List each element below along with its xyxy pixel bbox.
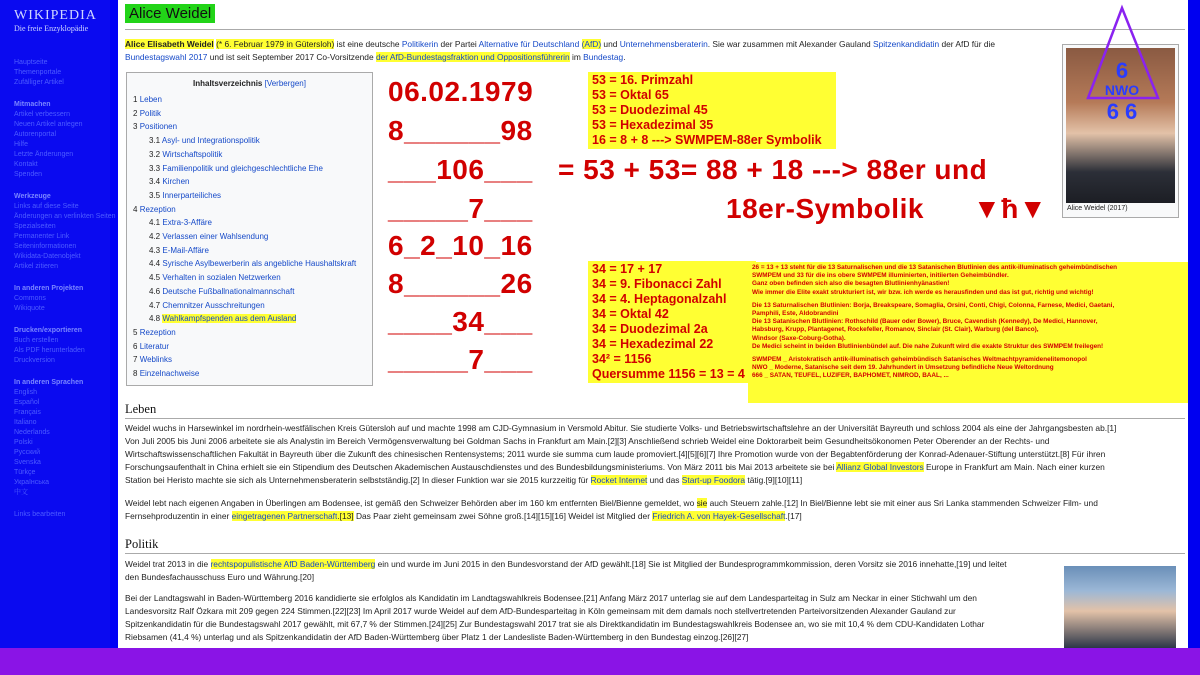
toc-label: Extra-3-Affäre bbox=[162, 218, 213, 228]
link-foodora[interactable]: Start-up Foodora bbox=[681, 475, 746, 485]
leben-line: Forschungsaufenthalt in China erhielt sie ein Stipendium des Deutschen Akademischen Austauschdienstes und des Bundesbildungsministeriums. Von März 2011 bis Mai 2013 arbeitete sie bei bbox=[125, 462, 837, 472]
link-politikerin[interactable]: Politikerin bbox=[401, 39, 439, 49]
sidebar-item[interactable]: Commons bbox=[14, 295, 46, 302]
overlay-line-4: _____7___ bbox=[388, 193, 533, 224]
leben-paragraph-1 bbox=[125, 422, 1185, 487]
intro-text: und ist seit September 2017 Co-Vorsitzende bbox=[207, 52, 376, 62]
box-26-line: Habsburg, Krupp, Plantagenet, Rockefeller, Romanov, Sinclair (St. Clair), Warburg (del Banco), bbox=[752, 326, 1039, 334]
leben-line: Fernsehproduzentin in einer bbox=[125, 511, 232, 521]
sidebar-item[interactable]: Änderungen an verlinkten Seiten bbox=[14, 213, 116, 220]
toc-label: Innerparteiliches bbox=[162, 190, 222, 200]
toc-label: Syrische Asylbewerberin als angebliche Haushaltskraft bbox=[162, 259, 357, 269]
edit-links[interactable]: Links bearbeiten bbox=[14, 511, 66, 518]
toc-item[interactable] bbox=[149, 246, 209, 255]
sidebar-group bbox=[14, 378, 102, 498]
toc-item[interactable] bbox=[133, 369, 199, 378]
toc-item[interactable] bbox=[149, 232, 268, 241]
toc-number: 3.1 bbox=[149, 136, 161, 146]
toc-item[interactable] bbox=[149, 177, 189, 186]
toc-label: Asyl- und Integrationspolitik bbox=[161, 136, 260, 146]
sidebar-group bbox=[14, 510, 102, 520]
toc-number: 3.3 bbox=[149, 163, 161, 173]
right-frame bbox=[1188, 0, 1200, 648]
box-26-line: Die 13 Saturnalischen Blutlinien: Borja, Breakspeare, Somaglia, Orsini, Conti, Chigi, Colonna, Farnese, Medici, Gaetani, bbox=[752, 301, 1115, 309]
sidebar-item[interactable]: Themenportale bbox=[14, 69, 62, 76]
politik-line: Spitzenkandidatin für die Bundestagswahl 2017 gewählt, mit 67,7 % der Stimmen.[24][25] Zur Bundestagswahl 2017 trat sie als Direktkandidatin im Bundestagswahlkreis Bodensee an, wo sie mit 10,4 % dem CDU-Kandidaten Lothar bbox=[125, 619, 985, 629]
link-hayek[interactable]: Friedrich A. von Hayek-Gesellschaft bbox=[652, 511, 786, 521]
toc-number: 3.2 bbox=[149, 149, 161, 159]
toc-number: 4 bbox=[133, 204, 138, 214]
link-afd-abbr[interactable]: (AfD) bbox=[581, 39, 602, 49]
toc-number: 4.4 bbox=[149, 259, 161, 269]
toc-number: 3.5 bbox=[149, 190, 161, 200]
nwo-triangle bbox=[1082, 4, 1162, 122]
leben-line: Von Juli 2005 bis Juni 2006 arbeitete sie als Analystin im Bereich Vermögensverwaltung bei Goldman Sachs in Frankfurt am Main.[2][3] Anschließend schrieb Weidel eine Doktorarbeit beim Gesundheitsökonomen Peter Oberender an der Rechts- und bbox=[125, 436, 1050, 446]
toc-label: Politik bbox=[139, 108, 162, 118]
toc-item[interactable] bbox=[149, 301, 265, 310]
box-34-line: 34 = Oktal 42 bbox=[592, 307, 669, 321]
sidebar-item[interactable]: Français bbox=[14, 409, 41, 416]
box-26-line: SWMPEM _ Aristokratisch antik-illuminatisch geheimbündisch Satanisches Weltmachtpyramidenelitemonopol bbox=[752, 356, 1087, 364]
sidebar-group bbox=[14, 100, 102, 180]
toc-number: 4.1 bbox=[149, 218, 161, 228]
sidebar-item[interactable]: Neuen Artikel anlegen bbox=[14, 121, 83, 128]
sidebar-item[interactable]: Hilfe bbox=[14, 141, 29, 148]
page-title: Alice Weidel bbox=[125, 4, 215, 23]
toc-number: 4.8 bbox=[149, 314, 161, 324]
sidebar-item[interactable]: Wikidata-Datenobjekt bbox=[14, 253, 81, 260]
article-page bbox=[118, 0, 1188, 648]
sidebar-item[interactable]: Español bbox=[14, 399, 40, 406]
leben-line: Weidel lebt nach eigenen Angaben in Überlingen am Bodensee, ist gemäß den Schweizer Behörden aber im 160 km entfernten Biel/Bienne gemeldet, wo bbox=[125, 498, 697, 508]
overlay-line-1: 06.02.1979 bbox=[388, 76, 534, 107]
toc-item[interactable] bbox=[133, 122, 177, 131]
highlight-sie: sie bbox=[696, 498, 708, 508]
toc-number: 2 bbox=[133, 108, 138, 118]
toc-item[interactable] bbox=[149, 136, 260, 145]
box-53-line: 16 = 8 + 8 ---> SWMPEM-88er Symbolik bbox=[592, 133, 822, 147]
box-34-line: 34 = Hexadezimal 22 bbox=[592, 337, 714, 351]
sidebar-heading: Mitmachen bbox=[14, 101, 51, 108]
section-heading-politik: Politik bbox=[125, 537, 159, 551]
leben-line: Wirtschaftswissenschaftlichen Fakultät in Bayreuth über die Zukunft des chinesischen Rentensystems; 2011 wurde sie summa cum laude promoviert.[4][5][6][7] Ihre Promotion wurde von der Begabtenförderung der Konrad-Adenauer-Stiftung unterstützt.[8] Für ihren bbox=[125, 449, 1106, 459]
box-34-line: 34 = Duodezimal 2a bbox=[592, 322, 708, 336]
sidebar-item[interactable]: Русский bbox=[14, 449, 40, 456]
box-26-line: 26 = 13 + 13 steht für die 13 Saturnalischen und die 13 Satanischen Blutlinien des antik-illuminatisch geheimbündischen bbox=[752, 264, 1118, 271]
toc-number: 1 bbox=[133, 95, 138, 104]
toc-label: Weblinks bbox=[139, 355, 172, 365]
wikipedia-logo[interactable] bbox=[14, 8, 97, 33]
toc-item[interactable] bbox=[149, 218, 212, 227]
toc-number: 4.7 bbox=[149, 300, 161, 310]
box-26-line: Die 13 Satanischen Blutlinien: Rothschild (Bauer oder Bower), Bruce, Cavendish (Kennedy), De Medici, Hannover, bbox=[752, 318, 1098, 326]
toc-label: Deutsche Fußballnationalmannschaft bbox=[162, 286, 295, 296]
sidebar-group bbox=[14, 58, 102, 88]
politik-line: Landesvorsitz Ralf Özkara mit 209 gegen 224 Stimmen.[22][23] Im April 2017 wurde Weidel auf dem AfD-Bundesparteitag in Köln gemeinsam mit dem damals noch stellvertretenden Parteivorsitzenden Alexander Gauland zur bbox=[125, 606, 956, 616]
toc-label: Positionen bbox=[139, 122, 178, 132]
politik-line: ein und wurde im Juni 2015 in den Bundesvorstand der AfD gewählt.[18] Sie ist Mitglied der Bundesprogrammkommission, deren Vorsitz sie 2016 innehatte,[19] und leitet bbox=[375, 559, 1007, 569]
sidebar-item[interactable]: Italiano bbox=[14, 419, 37, 426]
toc-item[interactable] bbox=[149, 259, 356, 268]
sidebar-item[interactable]: Artikel zitieren bbox=[14, 263, 58, 270]
toc-number: 6 bbox=[133, 341, 138, 351]
overlay-line-7: ____34___ bbox=[388, 306, 533, 337]
link-allianz[interactable]: Allianz Global Investors bbox=[836, 462, 924, 472]
politik-paragraph-2 bbox=[125, 592, 1065, 644]
link-afd[interactable]: Alternative für Deutschland bbox=[478, 39, 580, 49]
intro-name: Alice Elisabeth Weidel bbox=[125, 39, 214, 49]
section-divider bbox=[125, 418, 1185, 419]
sidebar-item[interactable]: Als PDF herunterladen bbox=[14, 347, 85, 354]
politik-line: Bei der Landtagswahl in Baden-Württemberg 2016 kandidierte sie erfolglos als Kandidatin im Landtagswahlkreis Bodensee.[21] Anfang März 2017 unterlag sie auf dem Landesparteitag in Sulz am Neckar in einer Stichwahl um den bbox=[125, 593, 977, 603]
triangle-nwo-label: NWO bbox=[1104, 82, 1140, 98]
sidebar-item[interactable]: Polski bbox=[14, 439, 33, 446]
box-26 bbox=[748, 262, 1188, 403]
intro-text: der Partei bbox=[438, 39, 479, 49]
sidebar-heading: Drucken/exportieren bbox=[14, 327, 83, 334]
toc-label: Verhalten in sozialen Netzwerken bbox=[162, 273, 281, 283]
box-53-line: 53 = Duodezimal 45 bbox=[592, 103, 708, 117]
leben-line: Europe in Frankfurt am Main. Nach einer kurzen bbox=[923, 462, 1105, 472]
box-26-line: Ganz oben befinden sich also die besagten Blutlinienhyänastien! bbox=[752, 280, 950, 288]
toc-label: Leben bbox=[139, 95, 162, 104]
box-53-line: 53 = Oktal 65 bbox=[592, 88, 669, 102]
toc-label: Kirchen bbox=[162, 177, 190, 187]
toc-label: Rezeption bbox=[139, 204, 176, 214]
politik-paragraph-1 bbox=[125, 558, 1065, 584]
logo-tagline: Die freie Enzyklopädie bbox=[14, 24, 89, 33]
overlay-line-5: 6_2_10_16 bbox=[388, 230, 533, 261]
sidebar-item[interactable]: Zufälliger Artikel bbox=[14, 79, 64, 86]
sidebar-item[interactable]: Svenska bbox=[14, 459, 41, 466]
sidebar-item[interactable]: Links auf diese Seite bbox=[14, 203, 79, 210]
toc-title: Inhaltsverzeichnis bbox=[193, 79, 263, 88]
toc-label: Rezeption bbox=[139, 327, 176, 337]
box-26-line: SWMPEM und 33 für die ins obere SWMPEM illuminierten, initiierten Geheimbündler. bbox=[752, 272, 1009, 280]
leben-line: Weidel wuchs in Harsewinkel im nordrhein-westfälischen Kreis Gütersloh auf und machte 1998 am CJD-Gymnasium in Versmold Abitur. Sie studierte Volks- und Betriebswirtschaftslehre an der Universität Bayreuth und schloss 2004 als eine der Jahrgangsbesten ab.[1] bbox=[125, 423, 1117, 433]
overlay-symbols: ▼ħ▼ bbox=[973, 193, 1048, 224]
overlay-line-8: _____7___ bbox=[388, 344, 533, 375]
sidebar-item[interactable]: Spezialseiten bbox=[14, 223, 56, 230]
toc-item[interactable] bbox=[133, 205, 176, 214]
toc-item[interactable] bbox=[149, 314, 296, 323]
intro-text: und bbox=[601, 39, 620, 49]
link-bundestagswahl-2017[interactable]: Bundestagswahl 2017 bbox=[125, 52, 208, 62]
toc-number: 4.6 bbox=[149, 286, 161, 296]
sidebar-item[interactable]: Seiteninformationen bbox=[14, 243, 77, 250]
politik-line: Riebsamen (41,4 %) unterlag und als Spitzenkandidatin der AfD Baden-Württemberg über Platz 1 der Landesliste Baden-Württemberg in den Bundestag einzog.[26][27] bbox=[125, 632, 749, 642]
sidebar-group bbox=[14, 326, 102, 366]
box-26-line: Windsor (Saxe-Coburg-Gotha). bbox=[752, 334, 846, 342]
logo-name: WIKIPEDIA bbox=[14, 8, 97, 23]
table-of-contents bbox=[126, 72, 373, 386]
ref-13[interactable]: .[13] bbox=[337, 511, 354, 521]
sidebar-item[interactable]: Letzte Änderungen bbox=[14, 151, 74, 158]
sidebar-group bbox=[14, 192, 116, 272]
sidebar-heading: Werkzeuge bbox=[14, 193, 51, 200]
box-34 bbox=[588, 261, 756, 383]
sidebar-item[interactable]: Wikiquote bbox=[14, 305, 45, 312]
intro-text: der AfD für die bbox=[939, 39, 996, 49]
toc-number: 3 bbox=[133, 122, 138, 132]
leben-line: tätig.[9][10][11] bbox=[745, 475, 803, 485]
box-34-line: 34² = 1156 bbox=[592, 352, 652, 366]
photo-caption: Alice Weidel (2017) bbox=[1067, 205, 1128, 212]
sidebar-item[interactable]: Buch erstellen bbox=[14, 337, 59, 344]
sidebar-item[interactable]: Hauptseite bbox=[14, 59, 48, 66]
overlay-equation-2: 18er-Symbolik bbox=[726, 193, 924, 224]
sidebar-heading: In anderen Projekten bbox=[14, 285, 84, 292]
sidebar-item[interactable]: Druckversion bbox=[14, 357, 55, 364]
toc-number: 3.4 bbox=[149, 177, 161, 187]
bottom-frame bbox=[0, 648, 1200, 675]
politik-line: den Bundesfachausschuss Euro und Währung.[20] bbox=[125, 572, 315, 582]
overlay-equation: = 53 + 53= 88 + 18 ---> 88er und bbox=[558, 154, 988, 185]
box-26-line: 666 _ SATAN, TEUFEL, LUZIFER, BAPHOMET, NIMROD, BAAL, ... bbox=[752, 372, 949, 380]
box-26-line: Pamphili, Este, Aldobrandini bbox=[752, 310, 839, 318]
toc-item[interactable] bbox=[133, 328, 176, 337]
sidebar-item[interactable]: Kontakt bbox=[14, 161, 38, 168]
box-34-line: 34 = 9. Fibonacci Zahl bbox=[592, 277, 722, 291]
left-sidebar bbox=[0, 0, 116, 648]
box-53-line: 53 = Hexadezimal 35 bbox=[592, 118, 714, 132]
intro-paragraph bbox=[125, 38, 1055, 64]
box-53 bbox=[588, 72, 836, 149]
leben-line: Das Paar zieht gemeinsam zwei Söhne groß.[14][15][16] Weidel ist Mitglied der bbox=[353, 511, 653, 521]
sidebar-item[interactable]: Українська bbox=[14, 479, 50, 486]
toc-number: 4.2 bbox=[149, 232, 161, 241]
toc-number: 4.3 bbox=[149, 245, 161, 255]
box-34-line: Quersumme 1156 = 13 = 4 bbox=[592, 367, 745, 381]
box-26-line: De Medici scheint in beiden Blutlinienbündel auf. Die nahe Zukunft wird die exakte Struktur des SWMPEM freilegen! bbox=[752, 342, 1104, 350]
politik-photo[interactable] bbox=[1064, 566, 1176, 648]
section-heading-leben: Leben bbox=[125, 402, 157, 416]
overlay-line-2: 8______98 bbox=[388, 115, 533, 146]
section-divider bbox=[125, 553, 1185, 554]
toc-item[interactable] bbox=[149, 273, 281, 282]
toc-item[interactable] bbox=[133, 95, 162, 104]
link-rocket-internet[interactable]: Rocket Internet bbox=[590, 475, 648, 485]
toc-heading bbox=[127, 79, 372, 88]
link-bundestag[interactable]: Bundestag bbox=[583, 52, 624, 62]
sidebar-item[interactable]: English bbox=[14, 389, 37, 396]
sidebar-item[interactable]: 中文 bbox=[14, 489, 28, 496]
sidebar-item[interactable]: Artikel verbessern bbox=[14, 111, 71, 118]
leben-line: .[17] bbox=[785, 511, 802, 521]
sidebar-item[interactable]: Spenden bbox=[14, 171, 43, 178]
toc-item[interactable] bbox=[149, 191, 221, 200]
politik-line: Weidel trat 2013 in die bbox=[125, 559, 211, 569]
sidebar-item[interactable]: Autorenportal bbox=[14, 131, 57, 138]
triangle-top-digit: 6 bbox=[1115, 58, 1129, 83]
triangle-bottom-digits: 6 6 bbox=[1106, 99, 1138, 124]
intro-text: ist eine deutsche bbox=[334, 39, 402, 49]
overlay-line-6: 8______26 bbox=[388, 268, 533, 299]
box-34-line: 34 = 17 + 17 bbox=[592, 262, 663, 276]
link-afd-fraktion[interactable]: der AfD-Bundestagsfraktion und Oppositionsführerin bbox=[375, 52, 570, 62]
title-divider bbox=[125, 29, 1185, 30]
toc-item[interactable] bbox=[149, 164, 323, 173]
toc-label: Verlassen einer Wahlsendung bbox=[162, 232, 269, 241]
toc-label: Chemnitzer Ausschreitungen bbox=[162, 300, 265, 310]
toc-label: Einzelnachweise bbox=[139, 369, 200, 378]
sidebar-item[interactable]: Nederlands bbox=[14, 429, 50, 436]
toc-item[interactable] bbox=[149, 150, 222, 159]
link-unternehmensberaterin[interactable]: Unternehmensberaterin bbox=[619, 39, 708, 49]
toc-number: 8 bbox=[133, 369, 138, 378]
sidebar-item[interactable]: Türkçe bbox=[14, 469, 36, 476]
toc-label: E-Mail-Affäre bbox=[162, 245, 209, 255]
leben-paragraph-2 bbox=[125, 497, 1185, 523]
toc-toggle[interactable]: [Verbergen] bbox=[264, 79, 306, 88]
intro-birth: (* 6. Februar 1979 in Gütersloh) bbox=[216, 39, 335, 49]
link-afd-bw[interactable]: rechtspopulistische AfD Baden-Württemberg bbox=[210, 559, 376, 569]
toc-label: Familienpolitik und gleichgeschlechtliche Ehe bbox=[162, 163, 323, 173]
box-26-line: NWO _ Moderne, Satanische seit dem 19. Jahrhundert in Umsetzung befindliche Neue Weltordnung bbox=[752, 364, 1054, 372]
box-53-line: 53 = 16. Primzahl bbox=[592, 73, 694, 87]
intro-text: . bbox=[623, 52, 626, 62]
overlay-line-3: ___106___ bbox=[388, 154, 533, 185]
box-26-line: Wie immer die Elite exakt strukturiert ist, wir bzw. ich werde es herausfinden und das ist gut, richtig und wichtig! bbox=[752, 288, 1094, 296]
sidebar-group bbox=[14, 284, 102, 314]
leben-line: auch Steuern zahle.[12] In Biel/Bienne lebt sie mit einer aus Sri Lanka stammenden Schweizer Film- und bbox=[707, 498, 1098, 508]
box-34-line: 34 = 4. Heptagonalzahl bbox=[592, 292, 727, 306]
intro-text: im bbox=[569, 52, 584, 62]
leben-line: und das bbox=[647, 475, 682, 485]
toc-label: Wahlkampfspenden aus dem Ausland bbox=[162, 314, 297, 324]
intro-text: . Sie war zusammen mit Alexander Gauland bbox=[707, 39, 874, 49]
toc-item[interactable] bbox=[133, 355, 172, 364]
toc-label: Wirtschaftspolitik bbox=[162, 149, 223, 159]
toc-number: 4.5 bbox=[149, 273, 161, 283]
toc-item[interactable] bbox=[133, 342, 169, 351]
leben-line: Station bei Heristo machte sie sich als Unternehmensberaterin selbstständig.[2] In dieser Funktion war sie 2015 kurzzeitig für bbox=[125, 475, 591, 485]
sidebar-heading: In anderen Sprachen bbox=[14, 379, 84, 386]
toc-number: 5 bbox=[133, 327, 138, 337]
sidebar-item[interactable]: Permanenter Link bbox=[14, 233, 70, 240]
toc-label: Literatur bbox=[139, 341, 170, 351]
link-spitzenkandidatin[interactable]: Spitzenkandidatin bbox=[873, 39, 940, 49]
link-partnerschaft[interactable]: eingetragenen Partnerschaft bbox=[231, 511, 338, 521]
toc-number: 7 bbox=[133, 355, 138, 365]
toc-item[interactable] bbox=[133, 109, 161, 118]
toc-item[interactable] bbox=[149, 287, 294, 296]
